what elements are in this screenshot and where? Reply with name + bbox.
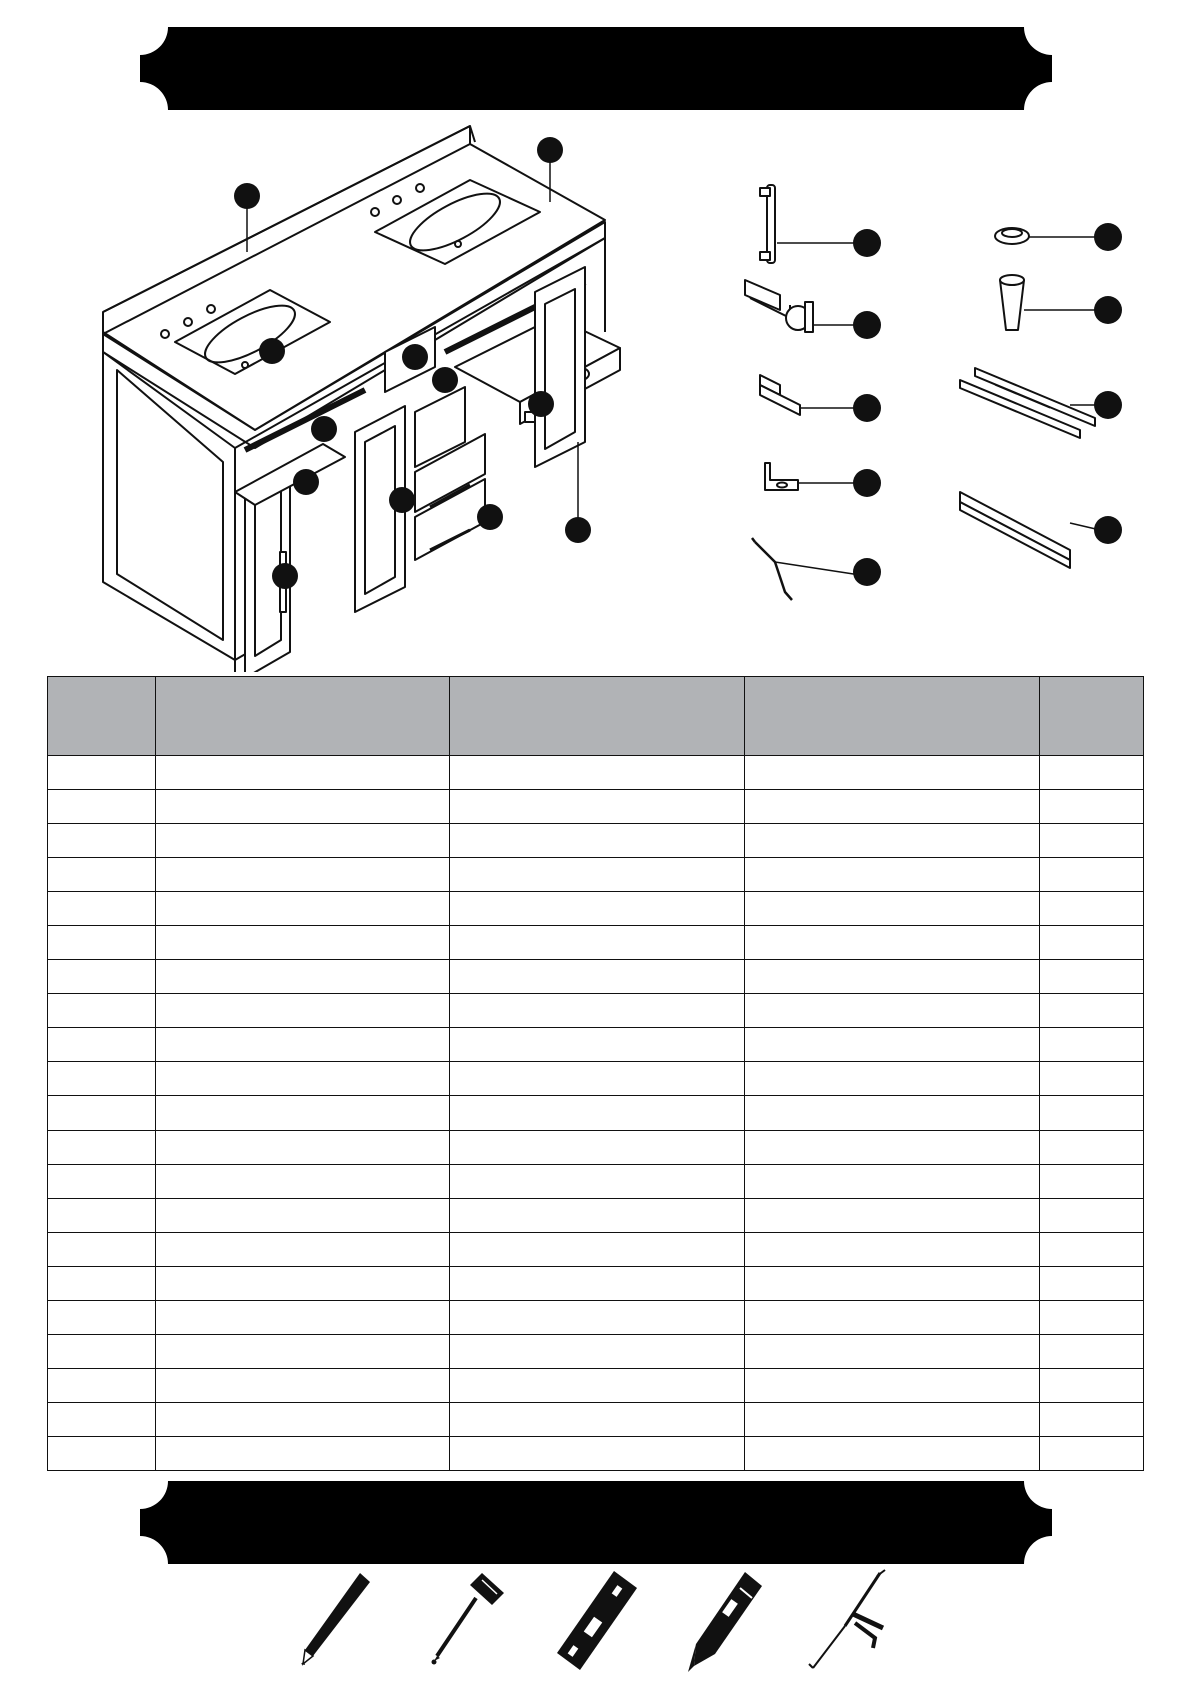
table-row (48, 790, 1144, 824)
column-header (48, 677, 156, 756)
table-cell (156, 1436, 450, 1470)
table-cell (1040, 1300, 1144, 1334)
table-cell (156, 892, 450, 926)
table-row (48, 824, 1144, 858)
table-row (48, 1232, 1144, 1266)
drain-flange-icon (995, 223, 1122, 251)
table-cell (156, 994, 450, 1028)
table-cell (156, 1062, 450, 1096)
utility-knife-icon (680, 1568, 770, 1673)
table-cell (1040, 858, 1144, 892)
table-header-row (48, 677, 1144, 756)
banner-title (140, 27, 1052, 110)
table-cell (745, 994, 1040, 1028)
column-header (745, 677, 1040, 756)
callout-1 (234, 183, 260, 209)
l-bracket-icon (765, 463, 881, 497)
table-cell (156, 1300, 450, 1334)
table-cell (450, 756, 745, 790)
table-cell (450, 858, 745, 892)
table-cell (156, 1130, 450, 1164)
table-cell (48, 858, 156, 892)
table-cell (450, 892, 745, 926)
table-row (48, 1062, 1144, 1096)
table-cell (745, 1334, 1040, 1368)
table-cell (156, 1096, 450, 1130)
table-cell (450, 1300, 745, 1334)
table-cell (48, 1368, 156, 1402)
table-cell (450, 1130, 745, 1164)
table-cell (48, 1096, 156, 1130)
table-cell (48, 1266, 156, 1300)
table-row (48, 858, 1144, 892)
callout-11 (565, 517, 591, 543)
table-cell (745, 960, 1040, 994)
table-row (48, 960, 1144, 994)
table-row (48, 994, 1144, 1028)
table-cell (450, 1164, 745, 1198)
table-cell (745, 926, 1040, 960)
table-cell (156, 858, 450, 892)
table-cell (745, 1368, 1040, 1402)
table-cell (1040, 1402, 1144, 1436)
table-cell (1040, 1232, 1144, 1266)
table-cell (1040, 960, 1144, 994)
callout-12 (272, 563, 298, 589)
table-cell (1040, 1096, 1144, 1130)
table-row (48, 1436, 1144, 1470)
table-cell (745, 1130, 1040, 1164)
table-row (48, 892, 1144, 926)
callout-5 (432, 367, 458, 393)
table-row (48, 1368, 1144, 1402)
table-cell (450, 1334, 745, 1368)
table-cell (156, 1368, 450, 1402)
table-cell (450, 994, 745, 1028)
table-cell (156, 926, 450, 960)
table-cell (48, 1164, 156, 1198)
column-header (156, 677, 450, 756)
table-cell (48, 994, 156, 1028)
table-row (48, 1402, 1144, 1436)
table-cell (1040, 1028, 1144, 1062)
pencil-icon (295, 1568, 375, 1673)
table-cell (450, 1368, 745, 1402)
drawer-slide-pair-icon (960, 368, 1122, 438)
table-cell (156, 756, 450, 790)
table-cell (156, 1164, 450, 1198)
table-cell (48, 1028, 156, 1062)
table-cell (1040, 1164, 1144, 1198)
table-cell (48, 926, 156, 960)
table-cell (156, 1198, 450, 1232)
table-cell (156, 1402, 450, 1436)
drain-sleeve-icon (1000, 275, 1122, 330)
table-cell (1040, 1334, 1144, 1368)
level-icon (552, 1568, 642, 1673)
table-cell (48, 1198, 156, 1232)
table-cell (745, 1062, 1040, 1096)
table-cell (450, 1198, 745, 1232)
caulk-gun-icon (805, 1568, 900, 1673)
concealed-hinge-icon (745, 280, 881, 339)
hinge-plate-icon (760, 375, 881, 422)
table-cell (48, 756, 156, 790)
table-cell (450, 1402, 745, 1436)
banner-title (140, 1481, 1052, 1564)
table-cell (1040, 892, 1144, 926)
callout-7 (311, 416, 337, 442)
table-cell (1040, 994, 1144, 1028)
table-row (48, 1334, 1144, 1368)
callout-8 (293, 469, 319, 495)
table-cell (450, 1096, 745, 1130)
table-cell (48, 1062, 156, 1096)
callout-3 (259, 338, 285, 364)
tools-row (280, 1568, 1080, 1678)
table-row (48, 1028, 1144, 1062)
table-cell (745, 1436, 1040, 1470)
table-row (48, 1266, 1144, 1300)
table-cell (450, 1232, 745, 1266)
table-cell (1040, 1368, 1144, 1402)
table-cell (48, 824, 156, 858)
table-cell (745, 1266, 1040, 1300)
table-cell (48, 1300, 156, 1334)
table-row (48, 1198, 1144, 1232)
table-cell (745, 1232, 1040, 1266)
table-cell (745, 824, 1040, 858)
callout-10 (477, 504, 503, 530)
pop-up-rod-icon (752, 538, 881, 600)
table-cell (48, 1334, 156, 1368)
table-cell (745, 1096, 1040, 1130)
table-row (48, 1164, 1144, 1198)
table-cell (1040, 1436, 1144, 1470)
table-cell (745, 756, 1040, 790)
table-cell (1040, 1130, 1144, 1164)
table-cell (48, 1436, 156, 1470)
table-cell (48, 960, 156, 994)
table-cell (450, 824, 745, 858)
table-cell (1040, 926, 1144, 960)
table-cell (156, 1028, 450, 1062)
callout-6 (528, 391, 554, 417)
table-cell (450, 1436, 745, 1470)
callout-9 (389, 487, 415, 513)
table-cell (745, 1300, 1040, 1334)
table-cell (450, 1028, 745, 1062)
table-cell (745, 892, 1040, 926)
table-cell (450, 1062, 745, 1096)
table-cell (1040, 824, 1144, 858)
table-cell (156, 960, 450, 994)
table-cell (1040, 1198, 1144, 1232)
table-cell (48, 790, 156, 824)
column-header (1040, 677, 1144, 756)
table-row (48, 1130, 1144, 1164)
table-cell (156, 1334, 450, 1368)
table-cell (745, 790, 1040, 824)
screwdriver-icon (422, 1568, 512, 1673)
table-cell (745, 1198, 1040, 1232)
table-cell (48, 1232, 156, 1266)
table-cell (48, 892, 156, 926)
table-cell (450, 790, 745, 824)
table-cell (48, 1402, 156, 1436)
table-cell (156, 824, 450, 858)
parts-list-banner (140, 27, 1052, 110)
table-cell (1040, 790, 1144, 824)
column-header (450, 677, 745, 756)
callout-2 (537, 137, 563, 163)
table-cell (450, 926, 745, 960)
hardware-parts-illustration (720, 180, 1140, 640)
table-cell (156, 790, 450, 824)
table-cell (745, 1402, 1040, 1436)
drawer-slide-icon (960, 492, 1122, 568)
table-row (48, 756, 1144, 790)
table-cell (450, 960, 745, 994)
table-cell (1040, 1266, 1144, 1300)
table-cell (745, 858, 1040, 892)
callout-4 (402, 344, 428, 370)
table-row (48, 1096, 1144, 1130)
table-cell (48, 1130, 156, 1164)
table-cell (1040, 756, 1144, 790)
table-cell (450, 1266, 745, 1300)
table-cell (1040, 1062, 1144, 1096)
tools-needed-banner (140, 1481, 1052, 1564)
table-cell (156, 1232, 450, 1266)
vanity-cabinet-illustration (85, 112, 665, 672)
parts-table (47, 676, 1144, 1471)
table-row (48, 1300, 1144, 1334)
table-cell (745, 1028, 1040, 1062)
table-cell (156, 1266, 450, 1300)
table-cell (745, 1164, 1040, 1198)
table-row (48, 926, 1144, 960)
door-handle-icon (760, 185, 881, 263)
